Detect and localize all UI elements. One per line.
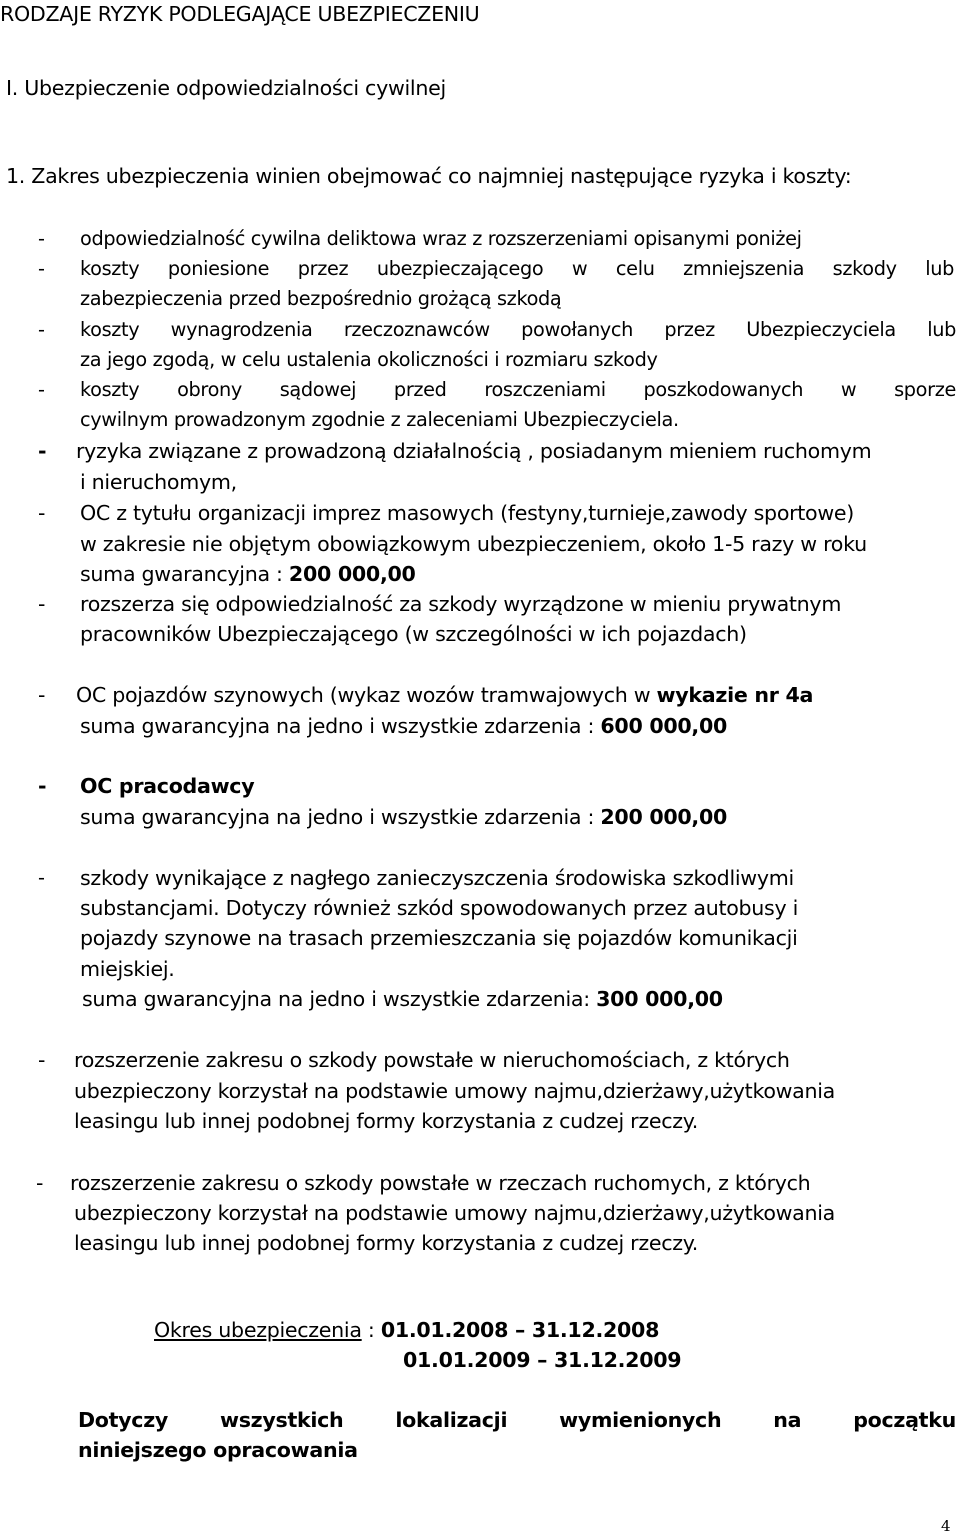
employer-title: OC pracodawcy (80, 774, 255, 798)
period-range-2009: 01.01.2009 – 31.12.2009 (403, 1348, 682, 1372)
list-item-defense-line: koszty obrony sądowej przed roszczeniami poszkodowanych w sporze (80, 378, 956, 401)
list-dash: - (38, 866, 45, 889)
list-dash: - (38, 1048, 46, 1072)
list-item-pollution-line: miejskiej. (80, 957, 175, 981)
list-item-costs-line: zabezpieczenia przed bezpośrednio grożącą szkodą (80, 287, 562, 310)
list-dash: - (38, 318, 45, 341)
list-item-expert-line: koszty wynagrodzenia rzeczoznawców powołanych przez Ubezpieczyciela lub (80, 318, 956, 341)
list-item-pollution-line: szkody wynikające z nagłego zanieczyszczenia środowiska szkodliwymi (80, 866, 794, 890)
employer-sum (80, 805, 727, 829)
list-item-private-line: pracowników Ubezpieczającego (w szczególności w ich pojazdach) (80, 622, 747, 646)
list-dash: - (38, 378, 45, 401)
list-dash: - (38, 227, 45, 250)
period-separator: : (361, 1318, 381, 1342)
list-item-expert-line: za jego zgodą, w celu ustalenia okoliczności i rozmiaru szkody (80, 348, 658, 371)
list-item-realestate-line: rozszerzenie zakresu o szkody powstałe w nieruchomościach, z których (74, 1048, 790, 1072)
closing-note-line: Dotyczy wszystkich lokalizacji wymienionych na początku (78, 1408, 956, 1432)
list-item-movables-line: rozszerzenie zakresu o szkody powstałe w rzeczach ruchomych, z których (70, 1171, 811, 1195)
list-item-events-line: OC z tytułu organizacji imprez masowych (festyny,turnieje,zawody sportowe) (80, 501, 855, 525)
list-dash: - (38, 774, 47, 798)
sum-label: suma gwarancyjna : (80, 562, 289, 586)
period-label: Okres ubezpieczenia (154, 1318, 362, 1342)
list-dash: - (38, 257, 45, 280)
list-dash: - (38, 683, 46, 707)
insurance-period (154, 1318, 659, 1342)
period-range-2008: 01.01.2008 – 31.12.2008 (380, 1318, 660, 1342)
list-item-realestate-line: leasingu lub innej podobnej formy korzystania z cudzej rzeczy. (74, 1109, 698, 1133)
list-item-costs-line: koszty poniesione przez ubezpieczającego w celu zmniejszenia szkody lub (80, 257, 954, 280)
list-item-liability: odpowiedzialność cywilna deliktowa wraz z rozszerzeniami opisanymi poniżej (80, 227, 802, 250)
list-item-risks-line: ryzyka związane z prowadzoną działalnością , posiadanym mieniem ruchomym (76, 439, 872, 463)
list-item-events-line: w zakresie nie objętym obowiązkowym ubezpieczeniem, około 1-5 razy w roku (80, 532, 867, 556)
closing-note-line: niniejszego opracowania (78, 1438, 358, 1462)
list-item-rail-line (76, 683, 813, 707)
sum-value: 200 000,00 (288, 562, 416, 586)
rail-text: OC pojazdów szynowych (wykaz wozów tramwajowych w (76, 683, 657, 707)
list-item-movables-line: leasingu lub innej podobnej formy korzystania z cudzej rzeczy. (74, 1231, 698, 1255)
sum-value: 600 000,00 (600, 714, 728, 738)
list-dash: - (38, 592, 46, 616)
sum-label: suma gwarancyjna na jedno i wszystkie zdarzenia : (80, 805, 601, 829)
sum-value: 200 000,00 (600, 805, 728, 829)
events-sum (80, 562, 416, 586)
list-item-pollution-line: substancjami. Dotyczy również szkód spowodowanych przez autobusy i (80, 896, 799, 920)
page-number: 4 (941, 1517, 951, 1535)
section-heading: I. Ubezpieczenie odpowiedzialności cywilnej (6, 76, 446, 100)
pollution-sum (82, 987, 723, 1011)
list-dash: - (38, 439, 47, 463)
document-title: RODZAJE RYZYK PODLEGAJĄCE UBEZPIECZENIU (0, 2, 480, 26)
list-item-risks-line: i nieruchomym, (80, 470, 237, 494)
list-item-pollution-line: pojazdy szynowe na trasach przemieszczania się pojazdów komunikacji (80, 926, 798, 950)
list-item-defense-line: cywilnym prowadzonym zgodnie z zaleceniami Ubezpieczyciela. (80, 408, 679, 431)
list-dash: - (36, 1171, 44, 1195)
rail-sum (80, 714, 727, 738)
list-item-private-line: rozszerza się odpowiedzialność za szkody wyrządzone w mieniu prywatnym (80, 592, 842, 616)
list-item-realestate-line: ubezpieczony korzystał na podstawie umowy najmu,dzierżawy,użytkowania (74, 1079, 835, 1103)
sum-value: 300 000,00 (596, 987, 723, 1011)
scope-intro: 1. Zakres ubezpieczenia winien obejmować co najmniej następujące ryzyka i koszty: (6, 164, 852, 188)
sum-label: suma gwarancyjna na jedno i wszystkie zdarzenia: (82, 987, 597, 1011)
list-dash: - (38, 501, 46, 525)
list-item-movables-line: ubezpieczony korzystał na podstawie umowy najmu,dzierżawy,użytkowania (74, 1201, 835, 1225)
rail-list-ref: wykazie nr 4a (656, 683, 814, 707)
sum-label: suma gwarancyjna na jedno i wszystkie zdarzenia : (80, 714, 601, 738)
